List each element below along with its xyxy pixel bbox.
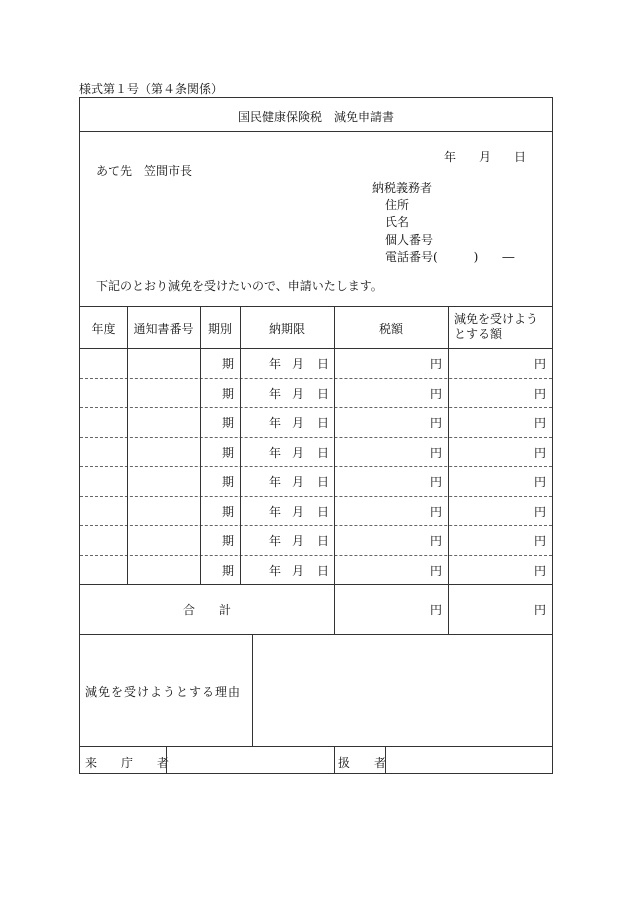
row-tax-unit: 円 [429,416,442,430]
row-month: 月 [292,475,305,489]
row-month: 月 [292,534,305,548]
row-year: 年 [269,563,282,578]
reason-input[interactable] [254,636,550,744]
total-top-border [80,584,552,585]
row-tax-unit: 円 [429,504,442,519]
taxpayer-heading: 納税義務者 [372,181,433,195]
row-month: 月 [292,504,305,519]
row-divider [80,496,552,497]
col-divider [240,306,241,584]
row-year: 年 [269,475,282,489]
row-term: 期 [221,563,234,578]
date-day: 日 [514,150,527,164]
signoff-divider [166,746,167,774]
row-tax-unit: 円 [429,445,442,460]
header-tax-amount: 税額 [378,322,403,336]
header-deadline: 納期限 [268,322,305,336]
row-reduction-unit: 円 [533,416,546,430]
signoff-divider [385,746,386,774]
row-day: 日 [317,416,330,430]
reason-label: 減免を受けようとする理由 [85,685,242,699]
signoff-divider [334,746,335,774]
row-term: 期 [221,416,234,430]
total-reduction-unit: 円 [533,603,546,617]
row-reduction-unit: 円 [533,534,546,548]
signoff-top-border [80,746,552,747]
handler-label: 扱 者 [338,756,387,770]
form-label: 様式第１号（第４条関係） [79,82,224,96]
visitor-input[interactable] [168,748,332,772]
row-divider [80,525,552,526]
row-reduction-unit: 円 [533,445,546,460]
header-notice-number: 通知書番号 [133,322,194,336]
application-form [79,97,553,774]
table-top-border [80,306,552,307]
row-reduction-unit: 円 [533,563,546,578]
addressee: あて先 笠間市長 [96,164,193,178]
row-year: 年 [269,445,282,460]
row-month: 月 [292,445,305,460]
address-field[interactable]: 住所 [385,198,410,212]
row-divider [80,378,552,379]
row-term: 期 [221,504,234,519]
total-label: 合 計 [182,603,231,617]
row-term: 期 [221,534,234,548]
row-tax-unit: 円 [429,357,442,371]
row-divider [80,555,552,556]
header-bottom-border [80,348,552,349]
row-day: 日 [317,563,330,578]
form-title: 国民健康保険税 減免申請書 [237,110,394,124]
header-year: 年度 [91,322,116,336]
row-divider [80,466,552,467]
date-month: 月 [479,150,492,164]
date-year: 年 [444,150,457,164]
row-tax-unit: 円 [429,563,442,578]
row-term: 期 [221,445,234,460]
row-month: 月 [292,416,305,430]
row-tax-unit: 円 [429,386,442,401]
col-divider [127,306,128,584]
row-day: 日 [317,386,330,401]
visitor-label: 来 庁 者 [85,756,170,770]
header-term: 期別 [207,322,232,336]
personal-number-field[interactable]: 個人番号 [385,233,434,247]
row-year: 年 [269,534,282,548]
reason-top-border [80,634,552,635]
row-month: 月 [292,357,305,371]
row-divider [80,407,552,408]
header-reduction-amount: 減免を受けようとする額 [454,312,539,341]
row-term: 期 [221,357,234,371]
divider [80,131,552,132]
row-reduction-unit: 円 [533,475,546,489]
name-field[interactable]: 氏名 [385,215,410,229]
row-day: 日 [317,504,330,519]
row-reduction-unit: 円 [533,357,546,371]
row-year: 年 [269,416,282,430]
row-day: 日 [317,357,330,371]
total-tax-unit: 円 [429,603,442,617]
row-month: 月 [292,563,305,578]
row-reduction-unit: 円 [533,386,546,401]
col-divider [200,306,201,584]
row-tax-unit: 円 [429,534,442,548]
row-tax-unit: 円 [429,475,442,489]
row-divider [80,437,552,438]
phone-field[interactable]: 電話番号( ) ― [385,250,515,264]
reason-divider [252,634,253,746]
row-day: 日 [317,534,330,548]
row-term: 期 [221,475,234,489]
row-year: 年 [269,504,282,519]
row-day: 日 [317,445,330,460]
row-reduction-unit: 円 [533,504,546,519]
row-term: 期 [221,386,234,401]
row-month: 月 [292,386,305,401]
row-day: 日 [317,475,330,489]
request-statement: 下記のとおり減免を受けたいので、申請いたします。 [96,279,383,293]
row-year: 年 [269,357,282,371]
row-year: 年 [269,386,282,401]
handler-input[interactable] [387,748,550,772]
